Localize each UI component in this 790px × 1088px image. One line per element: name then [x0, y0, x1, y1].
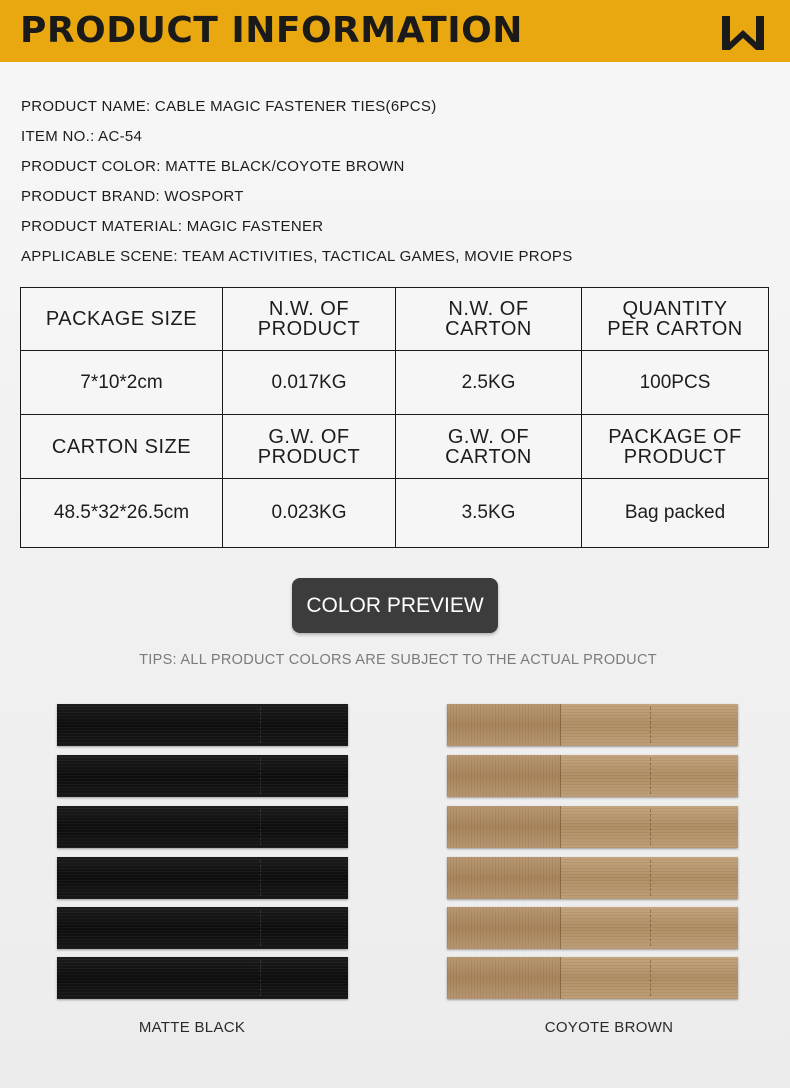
info-product-name: PRODUCT NAME: CABLE MAGIC FASTENER TIES(6PCS)	[21, 98, 437, 115]
black-strap-image	[57, 857, 348, 899]
table-cell: 48.5*32*26.5cm	[21, 479, 223, 548]
brown-strap-image	[447, 806, 738, 848]
cell-text: N.W. OF CARTON	[445, 298, 532, 340]
cell-text: QUANTITY PER CARTON	[607, 298, 743, 340]
black-strap-image	[57, 907, 348, 949]
info-product-color: PRODUCT COLOR: MATTE BLACK/COYOTE BROWN	[21, 158, 405, 175]
brown-strap-image	[447, 857, 738, 899]
table-cell: 100PCS	[582, 351, 769, 415]
table-cell	[396, 415, 582, 479]
table-cell	[21, 288, 223, 351]
black-strap-image	[57, 755, 348, 797]
coyote-brown-label: COYOTE BROWN	[544, 1019, 674, 1036]
table-cell: 0.023KG	[223, 479, 396, 548]
table-row	[21, 288, 769, 351]
black-strap-image	[57, 957, 348, 999]
table-cell: 3.5KG	[396, 479, 582, 548]
header-bar	[0, 0, 790, 62]
spec-table	[20, 287, 769, 548]
table-cell	[582, 288, 769, 351]
brown-strap-image	[447, 704, 738, 746]
page-title: PRODUCT INFORMATION	[20, 10, 523, 51]
brown-strap-image	[447, 755, 738, 797]
black-strap-image	[57, 806, 348, 848]
info-item-no: ITEM NO.: AC-54	[21, 128, 143, 145]
table-cell: 7*10*2cm	[21, 351, 223, 415]
table-row	[21, 479, 769, 548]
color-preview-button[interactable]: COLOR PREVIEW	[292, 578, 498, 633]
cell-text: N.W. OF PRODUCT	[257, 298, 361, 340]
table-cell	[582, 415, 769, 479]
cell-text: PACKAGE SIZE	[45, 308, 198, 330]
table-cell: 2.5KG	[396, 351, 582, 415]
table-row	[21, 351, 769, 415]
cell-text: CARTON SIZE	[51, 435, 192, 458]
table-cell: 0.017KG	[223, 351, 396, 415]
table-cell: Bag packed	[582, 479, 769, 548]
cell-text: PACKAGE OF PRODUCT	[608, 425, 742, 468]
table-cell	[223, 415, 396, 479]
info-product-brand: PRODUCT BRAND: WOSPORT	[21, 188, 244, 205]
brand-logo-icon	[720, 14, 766, 52]
matte-black-label: MATTE BLACK	[138, 1019, 246, 1036]
info-applicable-scene: APPLICABLE SCENE: TEAM ACTIVITIES, TACTICAL GAMES, MOVIE PROPS	[21, 248, 573, 265]
table-cell	[396, 288, 582, 351]
cell-text: G.W. OF PRODUCT	[257, 425, 361, 468]
brown-strap-image	[447, 907, 738, 949]
cell-text: G.W. OF CARTON	[445, 425, 532, 468]
product-info-list	[21, 92, 761, 272]
info-product-material: PRODUCT MATERIAL: MAGIC FASTENER	[21, 218, 324, 235]
table-row	[21, 415, 769, 479]
brown-strap-image	[447, 957, 738, 999]
black-strap-image	[57, 704, 348, 746]
table-cell	[21, 415, 223, 479]
table-cell	[223, 288, 396, 351]
color-tips-note: TIPS: ALL PRODUCT COLORS ARE SUBJECT TO THE ACTUAL PRODUCT	[139, 652, 657, 668]
